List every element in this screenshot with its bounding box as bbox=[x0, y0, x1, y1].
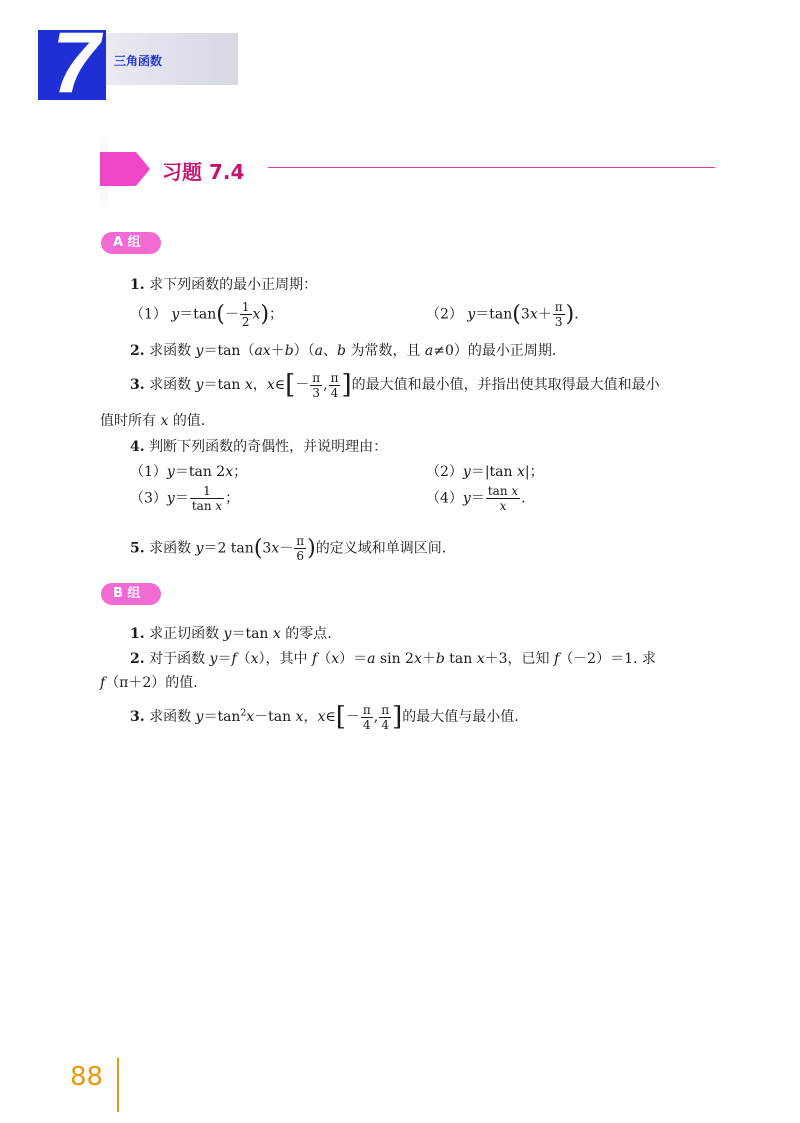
problem-a4-1: （1）y＝tan 2x； bbox=[130, 464, 248, 480]
page-number-rule bbox=[117, 1058, 119, 1112]
problem-a4: 4. 判断下列函数的奇偶性，并说明理由： bbox=[130, 439, 388, 455]
problem-a4-3: （3）y＝ $\frac{1}{\text{tan x}}$ ； bbox=[130, 484, 240, 513]
problem-a1-1: （1） y＝tan(－ $\frac{1}{2}$ x)； bbox=[130, 300, 284, 329]
exercise-title: 习题 7.4 bbox=[162, 160, 245, 184]
chapter-number: 7 bbox=[52, 15, 100, 111]
problem-a3: 3. 求函数 y＝tan x，x∈[－ $\frac{\pi}{3}$ , $\frac{\pi}{4}$ ]的最大值和最小值，并指出使其取得最大值和最小 bbox=[130, 370, 660, 400]
problem-text: 求下列函数的最小正周期： bbox=[149, 277, 318, 293]
problem-a4-2: （2）y＝|tan x|； bbox=[426, 464, 544, 480]
problem-b2-cont: f（π＋2）的值. bbox=[100, 675, 198, 691]
sub-label: （2） bbox=[426, 306, 463, 323]
problem-b3: 3. 求函数 $y=\tan^2x-\tan$ x，x∈[－ $\frac{\pi}{4}$ , $\frac{\pi}{4}$ ]的最大值与最小值. bbox=[130, 702, 519, 732]
sub-label: （1） bbox=[130, 306, 167, 323]
problem-b2: 2. 对于函数 y＝f（x），其中 f（x）＝a sin 2x＋b tan x＋3，已知 f（－2）＝1. 求 bbox=[130, 651, 656, 667]
exercise-arrow-icon bbox=[100, 152, 150, 186]
chapter-title: 三角函数 bbox=[114, 54, 163, 68]
problem-a5: 5. 求函数 y＝2 tan(3x－ $\frac{\pi}{6}$ )的定义域和单调区间. bbox=[130, 534, 447, 563]
page-number: 88 bbox=[70, 1062, 104, 1092]
exercise-title-rule bbox=[268, 167, 715, 168]
problem-b1: 1. 求正切函数 y＝tan x 的零点. bbox=[130, 626, 332, 642]
problem-a3-cont: 值时所有 x 的值. bbox=[100, 413, 206, 429]
group-b-tab: B 组 bbox=[101, 583, 161, 605]
problem-a1-2: （2） y＝tan(3x＋ $\frac{\pi}{3}$ ). bbox=[426, 300, 579, 329]
problem-a2: 2. 求函数 y＝tan（ax＋b）（a、b 为常数，且 a≠0）的最小正周期. bbox=[130, 343, 557, 359]
problem-a4-4: （4）y＝ $\frac{\text{tan x}}{x}$ . bbox=[426, 484, 526, 513]
problem-a1 bbox=[130, 274, 317, 294]
problem-number: 1. bbox=[130, 277, 145, 293]
group-a-tab: A 组 bbox=[101, 232, 161, 254]
